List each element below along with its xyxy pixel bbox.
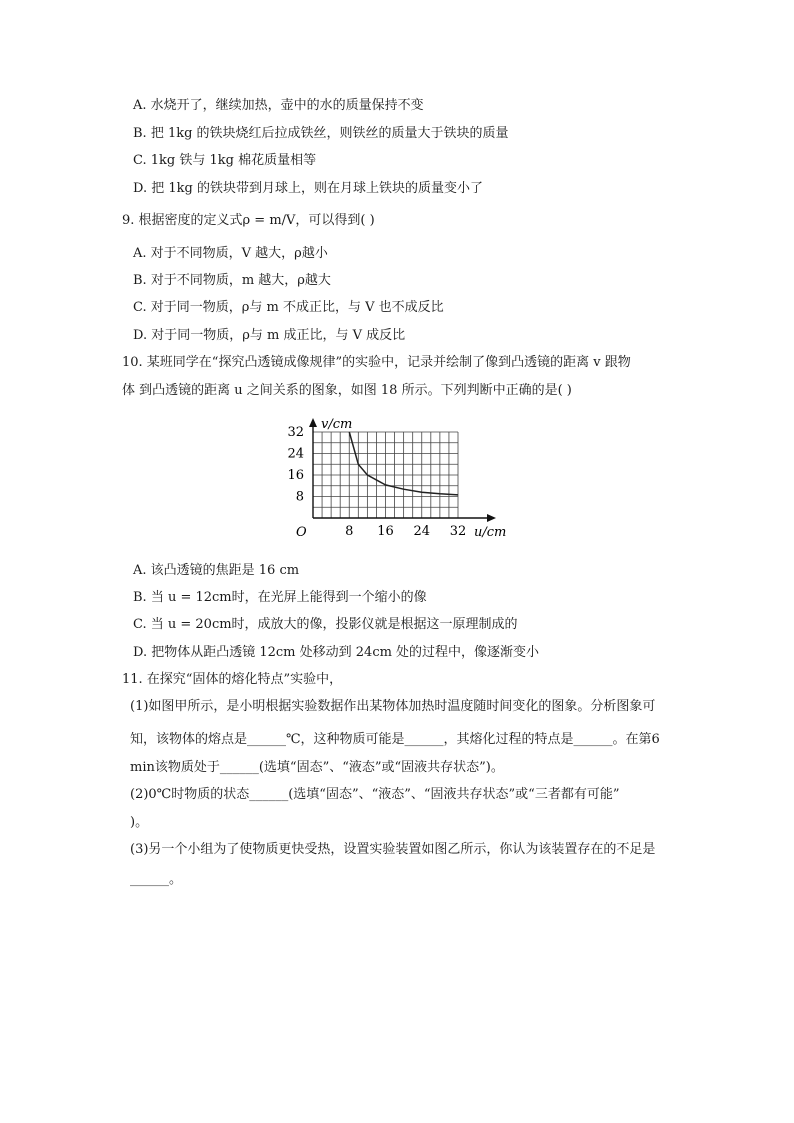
- y-tick-label: 16: [287, 468, 304, 483]
- y-axis-arrow: [309, 418, 317, 427]
- y-tick-label: 8: [295, 489, 304, 505]
- x-tick-label: 16: [377, 524, 394, 539]
- q11-part3-line1: (3)另一个小组为了使物质更快受热，设置实验装置如图乙所示，你认为该装置存在的不足是: [130, 842, 656, 857]
- y-tick-label: 24: [287, 446, 304, 462]
- q11-part1-line3: min该物质处于______(选填“固态”、“液态”或“固液共存状态”)。: [130, 760, 504, 775]
- q9-option-a: A. 对于不同物质，V 越大，ρ越小: [133, 246, 328, 261]
- q10-stem-line1: 10. 某班同学在“探究凸透镜成像规律”的实验中，记录并绘制了像到凸透镜的距离 v 跟物: [122, 355, 631, 370]
- q8-option-c: C. 1kg 铁与 1kg 棉花质量相等: [133, 153, 317, 168]
- chart-y-axis-label: v/cm: [321, 417, 353, 432]
- chart-axes: [309, 418, 496, 522]
- q10-option-c: C. 当 u = 20cm时，成放大的像，投影仪就是根据这一原理制成的: [133, 617, 518, 632]
- q9-option-c: C. 对于同一物质，ρ与 m 不成正比，与 V 也不成反比: [133, 300, 444, 315]
- x-tick-label: 24: [413, 524, 431, 539]
- chart-origin-label: O: [296, 525, 307, 540]
- chart-grid: [313, 432, 458, 518]
- q9-option-d: D. 对于同一物质，ρ与 m 成正比，与 V 成反比: [133, 328, 406, 343]
- q10-option-a: A. 该凸透镜的焦距是 16 cm: [133, 563, 300, 578]
- y-tick-label: 32: [287, 425, 304, 440]
- q11-part1-line2: 知，该物体的熔点是______℃，这种物质可能是______，其熔化过程的特点是______。在第6: [130, 732, 660, 747]
- q11-part2-line2: )。: [130, 815, 149, 830]
- q10-option-d: D. 把物体从距凸透镜 12cm 处移动到 24cm 处的过程中，像逐渐变小: [133, 645, 540, 660]
- x-tick-label: 32: [449, 524, 467, 539]
- lens-image-distance-chart: [280, 416, 520, 540]
- x-axis-arrow: [487, 514, 496, 522]
- chart-x-axis-label: u/cm: [474, 525, 507, 540]
- q10-stem-line2: 体 到凸透镜的距离 u 之间关系的图象，如图 18 所示。下列判断中正确的是( ): [122, 383, 572, 398]
- q8-option-d: D. 把 1kg 的铁块带到月球上，则在月球上铁块的质量变小了: [133, 181, 483, 196]
- q9-stem: 9. 根据密度的定义式ρ = m/V，可以得到( ): [122, 213, 375, 228]
- q8-option-a: A. 水烧开了，继续加热，壶中的水的质量保持不变: [133, 98, 424, 113]
- q11-stem: 11. 在探究“固体的熔化特点”实验中，: [122, 672, 343, 687]
- q11-part2-line1: (2)0℃时物质的状态______(选填“固态”、“液态”、“固液共存状态”或“三者都有可能”: [130, 787, 620, 802]
- q11-part1-line1: (1)如图甲所示，是小明根据实验数据作出某物体加热时温度随时间变化的图象。分析图象可: [130, 699, 656, 714]
- x-tick-label: 8: [345, 524, 354, 539]
- q9-option-b: B. 对于不同物质，m 越大，ρ越大: [133, 273, 331, 288]
- q8-option-b: B. 把 1kg 的铁块烧红后拉成铁丝，则铁丝的质量大于铁块的质量: [133, 126, 509, 141]
- q11-part3-line2: ______。: [130, 872, 183, 887]
- q10-option-b: B. 当 u = 12cm时，在光屏上能得到一个缩小的像: [133, 590, 427, 605]
